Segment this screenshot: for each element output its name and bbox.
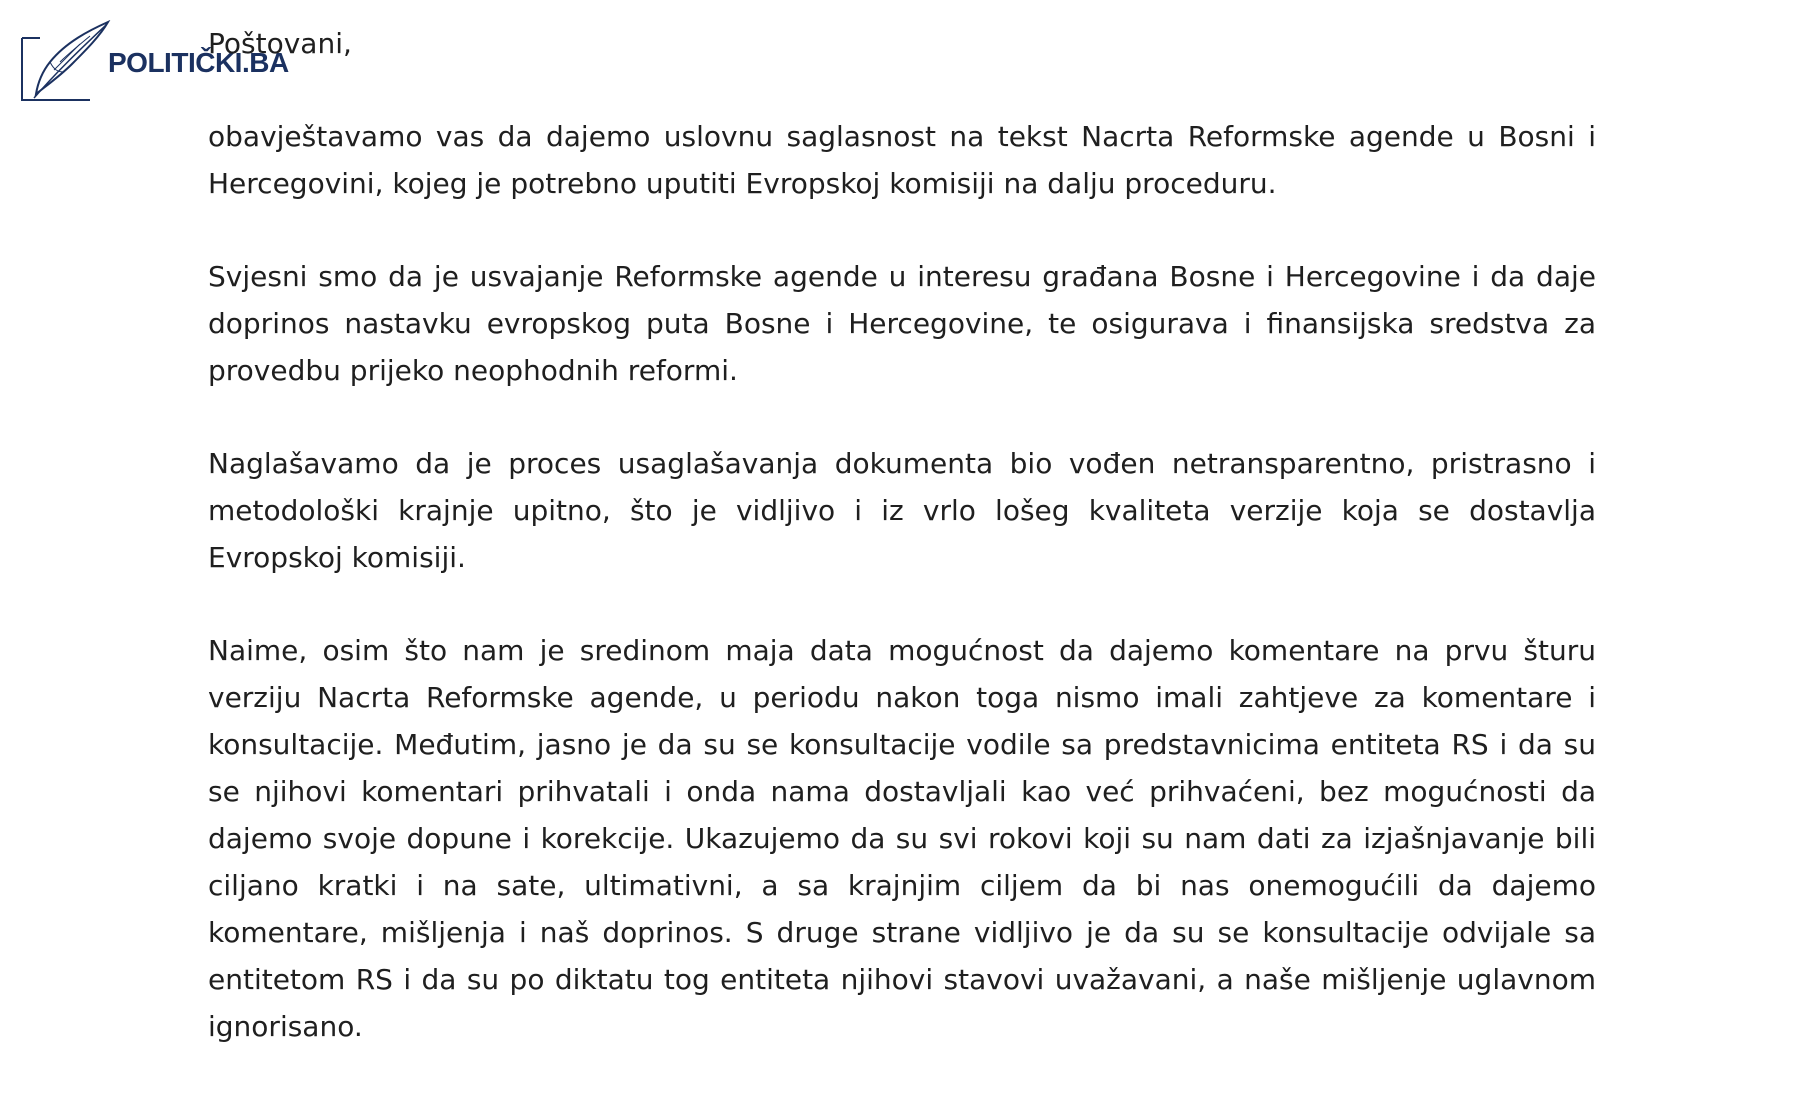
paragraph: Naime, osim što nam je sredinom maja data mogućnost da dajemo komentare na prvu šturu verziju Nacrta Reformske agende, u periodu nakon toga nismo imali zahtjeve za komentare i konsultacije. Međutim, jasno je da su se konsultacije vodile sa predstavnicima entiteta RS i da su se njihovi komentari prihvatali i onda nama dostavljali kao već prihvaćeni, bez mogućnosti da dajemo svoje dopune i korekcije. Ukazujemo da su svi rokovi koji su nam dati za izjašnjavanje bili ciljano kratki i na sate, ultimativni, a sa krajnjim ciljem da bi nas onemogućili da dajemo komentare, mišljenja i naš doprinos. S druge strane vidljivo je da su se konsultacije odvijale sa entitetom RS i da su po diktatu tog entiteta njihovi stavovi uvažavani, a naše mišljenje uglavnom ignorisano.: [208, 634, 1596, 1043]
paragraph: Naglašavamo da je proces usaglašavanja dokumenta bio vođen netransparentno, pristrasno i metodološki krajnje upitno, što je vidljivo i iz vrlo lošeg kvaliteta verzije koja se dostavlja Evropskoj komisiji.: [208, 447, 1596, 574]
paragraph: Svjesni smo da je usvajanje Reformske agende u interesu građana Bosne i Hercegovine i da daje doprinos nastavku evropskog puta Bosne i Hercegovine, te osigurava i finansijska sredstva za provedbu prijeko neophodnih reformi.: [208, 260, 1596, 387]
salutation: Poštovani,: [208, 27, 352, 60]
letter-body: [208, 20, 1596, 1096]
quill-feather-icon: [20, 20, 112, 102]
paragraph: obavještavamo vas da dajemo uslovnu saglasnost na tekst Nacrta Reformske agende u Bosni i Hercegovini, kojeg je potrebno uputiti Evropskoj komisiji na dalju proceduru.: [208, 120, 1596, 200]
logo-wordmark: POLITIČKI.BA: [108, 47, 289, 78]
